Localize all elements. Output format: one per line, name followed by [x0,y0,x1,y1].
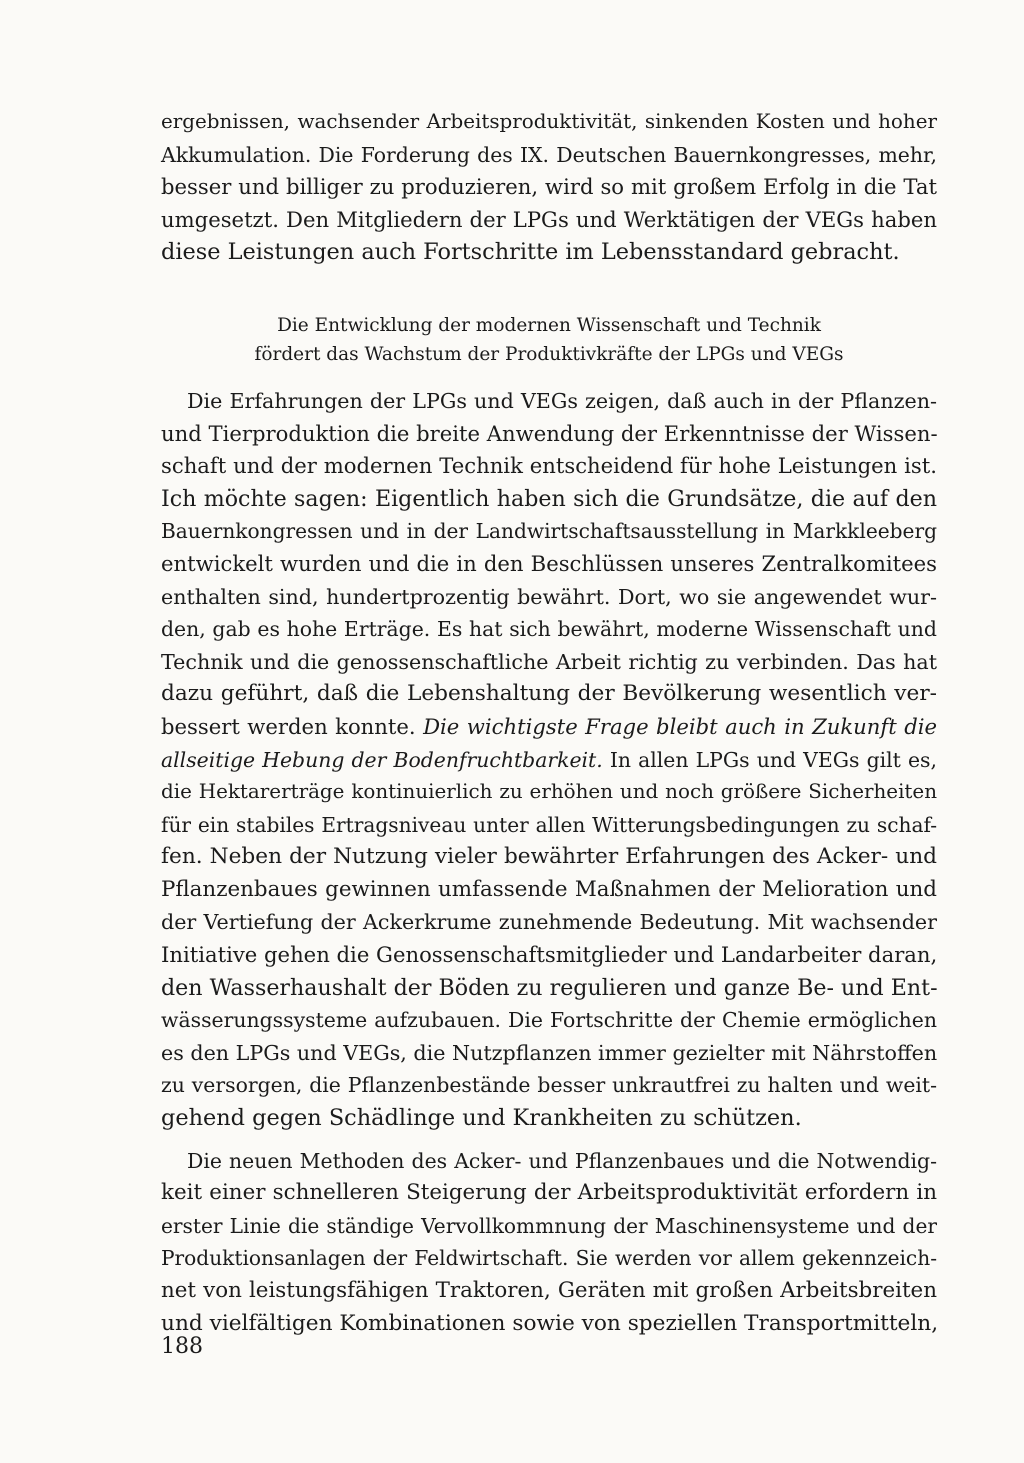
text-line-mixed [161,711,937,744]
text-line: umgesetzt. Den Mitgliedern der LPGs und Werktätigen der VEGs haben [161,206,937,232]
text-line: Pflanzenbaues gewinnen umfassende Maßnahmen der Melioration und [161,876,937,902]
text-line: der Vertiefung der Ackerkrume zunehmende Bedeutung. Mit wachsender [161,910,937,935]
body-paragraph-1 [161,385,937,1135]
text-line: diese Leistungen auch Fortschritte im Lebensstandard gebracht. [161,239,900,266]
text-line: zu versorgen, die Pflanzenbestände besser unkrautfrei zu halten und weit- [161,1073,937,1098]
text-line: den, gab es hohe Erträge. Es hat sich bewährt, moderne Wissenschaft und [161,617,937,642]
text-line: schaft und der modernen Technik entscheidend für hohe Leistungen ist. [161,453,937,479]
text-line: und vielfältigen Kombinationen sowie von speziellen Transportmitteln, [161,1310,939,1336]
emphasis-text: Die wichtigste Frage bleibt auch in Zukunft die [423,713,937,739]
text-line: Initiative gehen die Genossenschaftsmitglieder und Landarbeiter daran, [161,942,938,968]
text-line: es den LPGs und VEGs, die Nutzpflanzen immer gezielter mit Nährstoffen [161,1040,938,1065]
text-line: dazu geführt, daß die Lebenshaltung der Bevölkerung wesentlich ver- [161,681,937,707]
text-line: den Wasserhaushalt der Böden zu regulieren und ganze Be- und Ent- [161,974,938,1001]
text-line: Produktionsanlagen der Feldwirtschaft. Sie werden vor allem gekennzeich- [161,1246,937,1271]
plain-text: In allen LPGs und VEGs gilt es, [602,747,937,772]
text-line: Technik und die genossenschaftliche Arbeit richtig zu verbinden. Das hat [161,649,937,674]
text-line: ergebnissen, wachsender Arbeitsproduktivität, sinkenden Kosten und hoher [161,110,937,133]
text-line: und Tierproduktion die breite Anwendung der Erkenntnisse der Wissen- [161,420,938,446]
text-line: enthalten sind, hundertprozentig bewährt. Dort, wo sie angewendet wur- [161,584,937,609]
text-line: Die Erfahrungen der LPGs und VEGs zeigen, daß auch in der Pflanzen- [187,388,937,413]
text-line: entwickelt wurden und die in den Beschlüssen unseres Zentralkomitees [161,550,937,576]
intro-paragraph [161,106,937,269]
text-line: Bauernkongressen und in der Landwirtschaftsausstellung in Markkleeberg [161,519,937,544]
text-line: die Hektarerträge kontinuierlich zu erhöhen und noch größere Sicherheiten [161,780,937,804]
text-line: wässerungssysteme aufzubauen. Die Fortschritte der Chemie ermöglichen [161,1008,937,1033]
heading-line-1: Die Entwicklung der modernen Wissenschaft und Technik [277,314,821,336]
section-heading [161,311,937,369]
body-paragraph-2 [161,1145,937,1341]
text-line: für ein stabiles Ertragsniveau unter allen Witterungsbedingungen zu schaf- [161,812,937,837]
text-line: Akkumulation. Die Forderung des IX. Deutschen Bauernkongresses, mehr, [161,142,937,167]
text-line: keit einer schnelleren Steigerung der Arbeitsproduktivität erfordern in [161,1180,937,1206]
emphasis-text: allseitige Hebung der Bodenfruchtbarkeit. [161,747,603,772]
heading-line-2: fördert das Wachstum der Produktivkräfte der LPGs und VEGs [254,343,844,365]
text-line: Ich möchte sagen: Eigentlich haben sich die Grundsätze, die auf den [161,485,937,512]
page-number: 188 [161,1334,203,1359]
text-line: Die neuen Methoden des Acker- und Pflanzenbaues und die Notwendig- [187,1148,937,1173]
text-line-mixed [161,744,937,777]
text-line: gehend gegen Schädlinge und Krankheiten zu schützen. [161,1105,802,1132]
text-line: net von leistungsfähigen Traktoren, Geräten mit großen Arbeitsbreiten [161,1278,937,1303]
page-body [161,106,937,1340]
plain-text: bessert werden konnte. [161,713,424,739]
text-line: fen. Neben der Nutzung vieler bewährter Erfahrungen des Acker- und [161,844,937,870]
text-line: erster Linie die ständige Vervollkommnung der Maschinensysteme und der [161,1213,937,1238]
text-line: besser und billiger zu produzieren, wird so mit großem Erfolg in die Tat [161,174,937,200]
